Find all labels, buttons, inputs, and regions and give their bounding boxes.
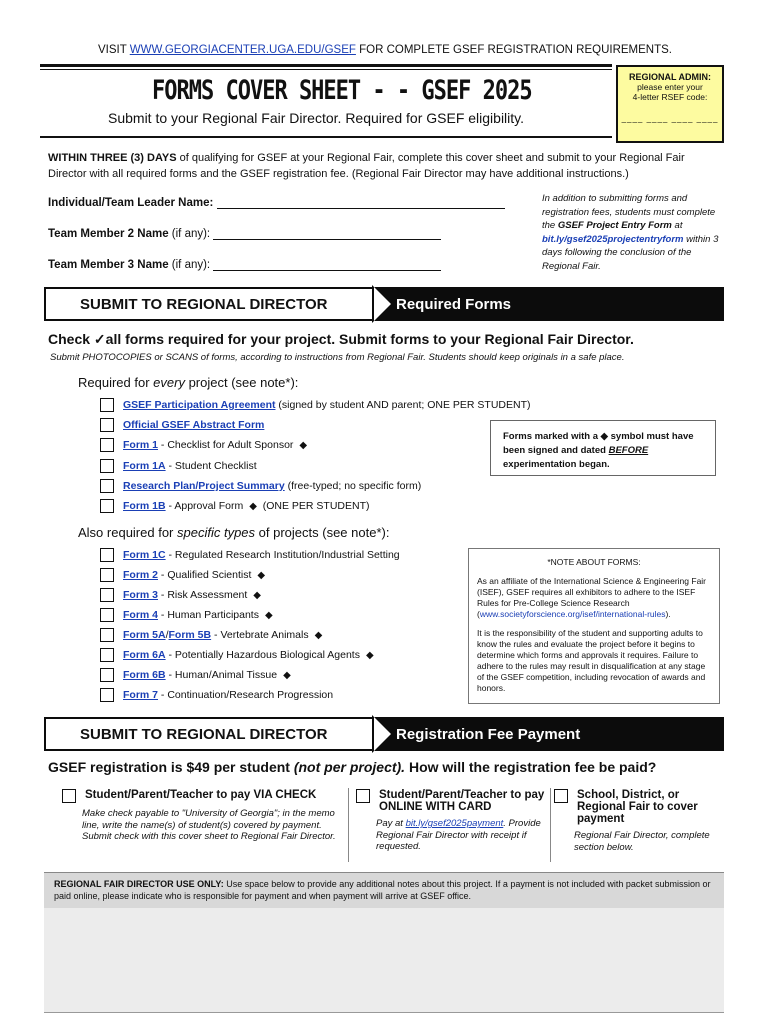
diamond-icon: ◆	[257, 569, 266, 581]
member3-name-field[interactable]: Team Member 3 Name (if any):	[48, 258, 441, 271]
diamond-icon: ◆	[264, 609, 273, 621]
arrow-shape-inner	[374, 287, 391, 321]
form-description: (signed by student AND parent; ONE PER STUDENT)	[275, 399, 531, 411]
form-link[interactable]: Form 1A	[123, 459, 166, 472]
pay-check-option[interactable]: Student/Parent/Teacher to pay VIA CHECK Make check payable to "University of Georgia"; in the memo line, write the name(s) of student(s) covered by payment. Submit check with this cover sheet to Regional Fair Director.	[62, 789, 344, 843]
submit-label: SUBMIT TO REGIONAL DIRECTOR	[44, 287, 374, 321]
diamond-icon: ◆	[253, 589, 261, 601]
form-checklist-item[interactable]	[100, 418, 264, 432]
form-link[interactable]: Form 5B	[168, 629, 212, 641]
form-checkbox[interactable]	[100, 438, 114, 452]
form-after-text: (ONE PER STUDENT)	[256, 500, 370, 512]
form-checklist-item[interactable]: Form 5A / Form 5B - Vertebrate Animals ◆	[100, 628, 322, 642]
rfd-notes-area[interactable]	[44, 908, 724, 1013]
form-checklist-item[interactable]	[100, 398, 531, 412]
header-bottom-rule	[40, 136, 612, 138]
form-description: - Student Checklist	[165, 459, 257, 472]
diamond-icon: ◆	[600, 431, 608, 442]
form-description: - Approval Form	[165, 500, 244, 512]
arrow-shape-inner-2	[374, 717, 391, 751]
form-link[interactable]: Form 6B	[123, 669, 166, 681]
school-pay-option[interactable]: School, District, or Regional Fair to cover payment Regional Fair Director, complete section below.	[554, 789, 722, 853]
required-forms-bar	[44, 287, 724, 321]
form-link[interactable]: Form 1C	[123, 549, 166, 561]
form-checklist-item[interactable]	[100, 648, 374, 662]
form-description: - Vertebrate Animals	[211, 629, 309, 641]
fee-heading: GSEF registration is $49 per student (not per project). How will the registration fee be paid?	[48, 759, 657, 775]
form-description: - Qualified Scientist	[158, 569, 252, 581]
form-link[interactable]: Form 5A	[123, 629, 166, 641]
form-description: (free-typed; no specific form)	[284, 479, 422, 492]
admin-line1: please enter your	[637, 82, 703, 92]
note-about-forms: *NOTE ABOUT FORMS: As an affiliate of the International Science & Engineering Fair (ISEF), GSEF requires all exhibitors to adhere to the ISEF Rules for Pre-College Science Research (www.societyforscience.org/isef/international-rules). It is the responsibility of the student and supporting adults to know the rules and evaluate the project before it begins to determine which forms and approvals it requires. Failure to adhere to the rules may result in disqualification at any stage of the GSEF competition, including revocation of awards and honors.	[468, 548, 720, 704]
form-description: - Human/Animal Tissue	[165, 669, 278, 681]
form-checklist-item[interactable]	[100, 688, 333, 702]
form-checklist-item[interactable]	[100, 608, 273, 622]
form-link[interactable]: Form 7	[123, 689, 159, 701]
intro-paragraph: WITHIN THREE (3) DAYS of qualifying for GSEF at your Regional Fair, complete this cover sheet and submit to your Regional Fair Director with all required forms and the GSEF registration fee. (Regional Fair Director may have additional instructions.)	[48, 152, 685, 180]
form-checklist-item[interactable]	[100, 459, 257, 473]
leader-name-line[interactable]	[217, 196, 505, 209]
pay-online-checkbox[interactable]	[356, 789, 370, 803]
member2-name-field[interactable]: Team Member 2 Name (if any):	[48, 227, 441, 240]
form-description: - Checklist for Adult Sponsor	[158, 439, 294, 452]
page-title: FORMS COVER SHEET - - GSEF 2025	[152, 76, 532, 106]
form-checklist-item[interactable]	[100, 548, 400, 562]
form-description: - Regulated Research Institution/Industrial Setting	[165, 549, 400, 561]
every-project-label: Required for every project (see note*):	[78, 375, 299, 390]
form-checklist-item[interactable]	[100, 499, 370, 513]
form-checkbox[interactable]	[100, 688, 114, 702]
form-link[interactable]: Form 6A	[123, 649, 166, 661]
header-rule-thin	[40, 69, 612, 70]
form-checklist-item[interactable]	[100, 438, 307, 452]
school-pay-checkbox[interactable]	[554, 789, 568, 803]
header-rule	[40, 64, 612, 67]
form-checklist-item[interactable]	[100, 568, 265, 582]
divider	[550, 788, 551, 862]
form-link[interactable]: Form 4	[123, 609, 159, 621]
check-heading: Check ✓all forms required for your project. Submit forms to your Regional Fair Director.	[48, 331, 634, 347]
rsef-code-field[interactable]: ____ ____ ____ ____	[621, 114, 719, 123]
form-checkbox[interactable]	[100, 568, 114, 582]
form-link[interactable]: Form 3	[123, 589, 159, 601]
diamond-icon: ◆	[283, 669, 291, 681]
gsef-website-link[interactable]: WWW.GEORGIACENTER.UGA.EDU/GSEF	[129, 44, 356, 56]
form-description: - Risk Assessment	[158, 589, 248, 601]
fee-payment-bar	[44, 717, 724, 751]
check-subtext: Submit PHOTOCOPIES or SCANS of forms, according to instructions from Regional Fair. Students should keep originals in a safe place.	[50, 352, 625, 363]
isef-rules-link[interactable]: www.societyforscience.org/isef/international-rules	[479, 609, 666, 619]
form-checkbox[interactable]	[100, 588, 114, 602]
diamond-note-box: Forms marked with a ◆ symbol must have been signed and dated BEFORE experimentation began.	[490, 420, 716, 476]
diamond-icon: ◆	[249, 500, 257, 512]
form-checklist-item[interactable]	[100, 668, 291, 682]
form-checkbox[interactable]	[100, 648, 114, 662]
required-forms-title: Required Forms	[396, 295, 512, 313]
form-checkbox[interactable]	[100, 628, 114, 642]
diamond-icon: ◆	[365, 649, 374, 661]
project-entry-note: In addition to submitting forms and registration fees, students must complete the GSEF Project Entry Form at bit.ly/gsef2025projectentryform within 3 days following the conclusion of the Regional Fair.	[542, 193, 719, 272]
fee-payment-title: Registration Fee Payment	[396, 725, 581, 743]
form-checkbox[interactable]	[100, 418, 114, 432]
payment-link[interactable]: bit.ly/gsef2025payment	[405, 818, 504, 829]
diamond-icon: ◆	[314, 629, 323, 641]
specific-project-label: Also required for specific types of projects (see note*):	[78, 525, 390, 540]
regional-admin-box	[616, 65, 724, 143]
form-link[interactable]: Form 1B	[123, 500, 166, 512]
pay-online-option[interactable]: Student/Parent/Teacher to pay ONLINE WITH CARD Pay at bit.ly/gsef2025payment. Provide Regional Fair Director with receipt if requested.	[356, 789, 546, 853]
checkmark-icon: ✓	[93, 331, 106, 347]
form-link[interactable]: Official GSEF Abstract Form	[123, 419, 265, 432]
admin-line2: 4-letter RSEF code:	[632, 92, 708, 102]
divider	[348, 788, 349, 862]
form-checkbox[interactable]	[100, 608, 114, 622]
admin-heading: REGIONAL ADMIN:	[629, 72, 711, 82]
form-description: - Human Participants	[158, 609, 259, 621]
page-subtitle: Submit to your Regional Fair Director. Required for GSEF eligibility.	[108, 110, 525, 126]
form-checklist-item[interactable]	[100, 588, 261, 602]
form-description: - Potentially Hazardous Biological Agents	[165, 649, 360, 661]
form-checkbox[interactable]	[100, 398, 114, 412]
form-link[interactable]: GSEF Participation Agreement	[123, 399, 276, 411]
form-link[interactable]: Form 2	[123, 569, 159, 581]
member2-name-line[interactable]	[213, 227, 441, 240]
member3-name-line[interactable]	[213, 258, 441, 271]
leader-name-field[interactable]: Individual/Team Leader Name:	[48, 196, 505, 209]
form-description: - Continuation/Research Progression	[158, 689, 334, 701]
submit-label-2: SUBMIT TO REGIONAL DIRECTOR	[44, 717, 374, 751]
form-link[interactable]: Form 1	[123, 439, 159, 452]
form-checkbox[interactable]	[100, 479, 114, 493]
form-checkbox[interactable]	[100, 548, 114, 562]
pay-check-checkbox[interactable]	[62, 789, 76, 803]
form-checkbox[interactable]	[100, 668, 114, 682]
rfd-use-only: REGIONAL FAIR DIRECTOR USE ONLY: Use space below to provide any additional notes about this project. If a payment is not included with packet submission or paid online, please indicate who is responsible for payment and when payment will arrive at GSEF office.	[44, 872, 724, 908]
form-link[interactable]: Research Plan/Project Summary	[123, 479, 285, 492]
visit-line: VISIT WWW.GEORGIACENTER.UGA.EDU/GSEF FOR COMPLETE GSEF REGISTRATION REQUIREMENTS.	[97, 44, 672, 56]
form-checklist-item[interactable]	[100, 479, 421, 493]
project-entry-link[interactable]: bit.ly/gsef2025projectentryform	[542, 233, 684, 245]
diamond-icon: ◆	[299, 439, 308, 451]
form-checkbox[interactable]	[100, 499, 114, 513]
form-checkbox[interactable]	[100, 459, 114, 473]
